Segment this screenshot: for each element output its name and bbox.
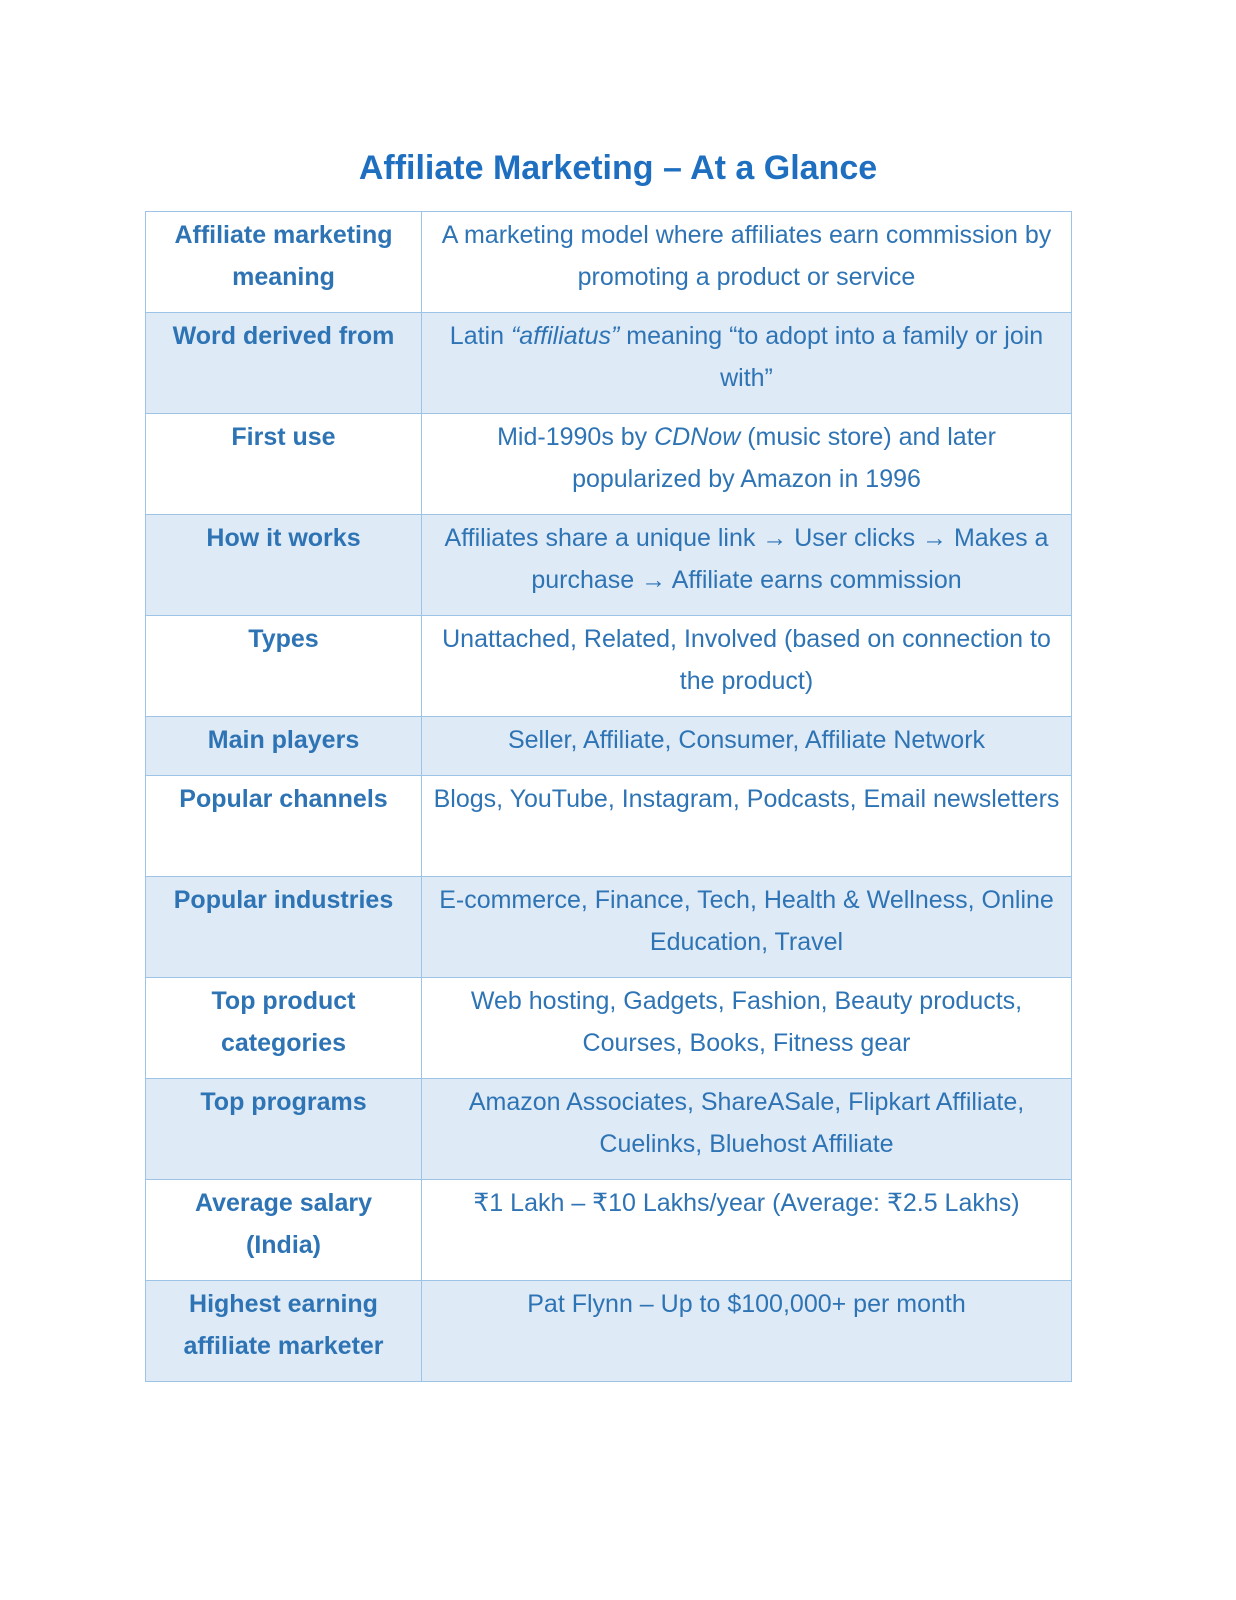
table-row bbox=[146, 1180, 1072, 1281]
row-label: First use bbox=[146, 414, 422, 515]
row-label: Popular channels bbox=[146, 776, 422, 877]
row-label: Main players bbox=[146, 717, 422, 776]
table-row bbox=[146, 717, 1072, 776]
table-row bbox=[146, 1281, 1072, 1382]
row-label: Highest earning affiliate marketer bbox=[146, 1281, 422, 1382]
table-row bbox=[146, 776, 1072, 877]
row-value: Web hosting, Gadgets, Fashion, Beauty products, Courses, Books, Fitness gear bbox=[422, 978, 1072, 1079]
row-value: Seller, Affiliate, Consumer, Affiliate Network bbox=[422, 717, 1072, 776]
table-row bbox=[146, 212, 1072, 313]
row-value: Unattached, Related, Involved (based on connection to the product) bbox=[422, 616, 1072, 717]
row-value: Pat Flynn – Up to $100,000+ per month bbox=[422, 1281, 1072, 1382]
table-row bbox=[146, 1079, 1072, 1180]
row-value: A marketing model where affiliates earn commission by promoting a product or service bbox=[422, 212, 1072, 313]
row-value: E-commerce, Finance, Tech, Health & Wellness, Online Education, Travel bbox=[422, 877, 1072, 978]
table-row bbox=[146, 313, 1072, 414]
value-text: (music store) and later popularized by Amazon in 1996 bbox=[572, 423, 996, 493]
table-row bbox=[146, 414, 1072, 515]
row-label: Top product categories bbox=[146, 978, 422, 1079]
value-text: meaning “to adopt into a family or join with” bbox=[619, 322, 1044, 392]
row-label: Word derived from bbox=[146, 313, 422, 414]
page-title: Affiliate Marketing – At a Glance bbox=[358, 149, 878, 187]
value-text: Latin bbox=[449, 322, 511, 350]
row-label: Top programs bbox=[146, 1079, 422, 1180]
row-label: Types bbox=[146, 616, 422, 717]
row-label: Popular industries bbox=[146, 877, 422, 978]
row-label: Average salary (India) bbox=[146, 1180, 422, 1281]
value-emphasis: “affiliatus” bbox=[510, 322, 620, 350]
row-value: Amazon Associates, ShareASale, Flipkart Affiliate, Cuelinks, Bluehost Affiliate bbox=[422, 1079, 1072, 1180]
table-row bbox=[146, 515, 1072, 616]
row-label: How it works bbox=[146, 515, 422, 616]
table-row bbox=[146, 877, 1072, 978]
table-row bbox=[146, 978, 1072, 1079]
row-value bbox=[422, 313, 1072, 414]
row-value: Affiliates share a unique link → User clicks → Makes a purchase → Affiliate earns commission bbox=[422, 515, 1072, 616]
value-text: Mid-1990s by bbox=[497, 423, 655, 451]
row-value: Blogs, YouTube, Instagram, Podcasts, Email newsletters bbox=[422, 776, 1072, 877]
row-label: Affiliate marketing meaning bbox=[146, 212, 422, 313]
value-emphasis: CDNow bbox=[654, 423, 741, 451]
summary-table bbox=[145, 211, 1072, 1382]
row-value bbox=[422, 414, 1072, 515]
row-value: ₹1 Lakh – ₹10 Lakhs/year (Average: ₹2.5 Lakhs) bbox=[422, 1180, 1072, 1281]
table-row bbox=[146, 616, 1072, 717]
